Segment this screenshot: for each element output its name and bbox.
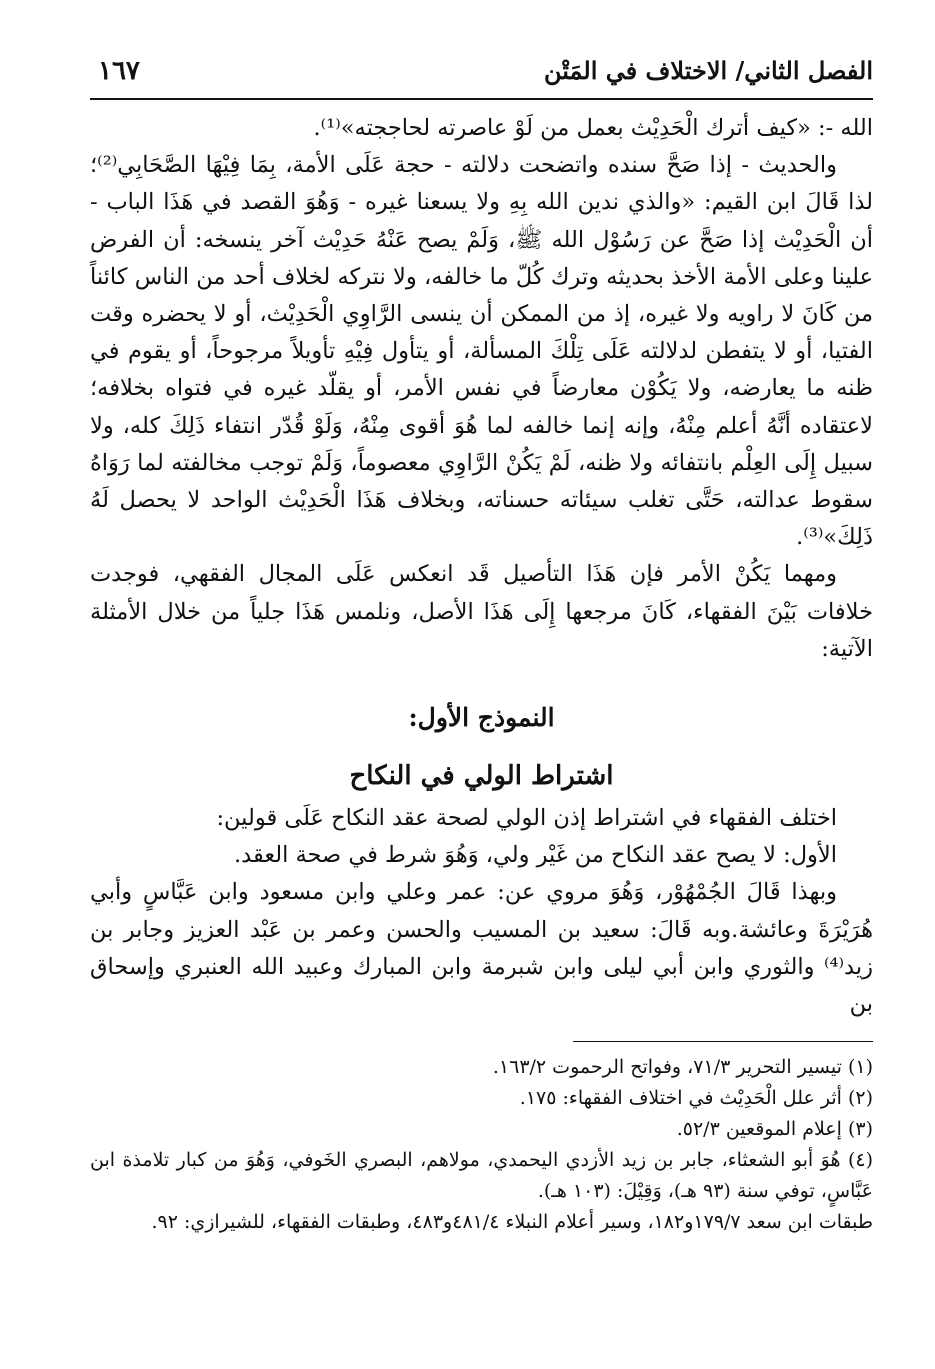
paragraph-2: والحديث - إذا صَحَّ سنده واتضحت دلالته - حجة عَلَى الأمة، بِمَا فِيْهَا الصَّحَابِي⁽²⁾؛ لذا قَالَ ابن القيم: «والذي ندين الله بِهِ ولا يسعنا غيره - وَهُوَ القصد في هَذَا الباب - أن الْحَدِيْث إذا صَحَّ عن رَسُوْل الله ﷺ، وَلَمْ يصح عَنْهُ حَدِيْث آخر ينسخه: أن الفرض علينا وعلى الأمة الأخذ بحديثه وترك كُلّ ما خالفه، ولا نتركه لخلاف أحد من الناس كائناً من كَانَ لا راويه ولا غيره، إذ من الممكن أن ينسى الرَّاوِي الْحَدِيْث، أو لا يحضره وقت الفتيا، أو لا يتفطن لدلالته عَلَى تِلْكَ المسألة، أو يتأول فِيْهِ تأويلاً مرجوحاً، أو يقوم في ظنه ما يعارضه، ولا يَكُوْن معارضاً في نفس الأمر، أو يقلّد غيره في فتواه بخلافه؛ لاعتقاده أنَّهُ أعلم مِنْهُ، وإنه إنما خالفه لما هُوَ أقوى مِنْهُ، وَلَوْ قُدّر انتفاء ذَلِكَ كله، ولا سبيل إِلَى العِلْم بانتفائه ولا ظنه، لَمْ يَكُنْ الرَّاوِي معصوماً، وَلَمْ توجب مخالفته لما رَوَاهُ سقوط عدالته، حَتَّى تغلب سيئاته حسناته، وبخلاف هَذَا الْحَدِيْث الواحد لا يحصل لَهُ ذَلِكَ»⁽³⁾.	[90, 152, 873, 551]
paragraph-6: وبهذا قَالَ الجُمْهُوْر، وَهُوَ مروي عن: عمر وعلي وابن مسعود وابن عَبَّاسٍ وأبي هُرَيْرَةَ وعائشة.وبه قَالَ: سعيد بن المسيب والحسن وعمر بن عَبْد العزيز وجابر بن زيد⁽⁴⁾ والثوري وابن أبي ليلى وابن شبرمة وابن المبارك وعبيد الله العنبري وإسحاق بن	[90, 879, 873, 1018]
footnote-1: (١) تيسير التحرير ٧١/٣، وفواتح الرحموت ١٦٣/٢.	[492, 1056, 873, 1079]
book-page	[90, 50, 873, 1349]
footnote-separator	[573, 1041, 873, 1042]
main-text	[90, 110, 873, 1023]
footnote-4-continuation: طبقات ابن سعد ١٧٩/٧و١٨٢، وسير أعلام النبلاء ٤٨١/٤و٤٨٣، وطبقات الفقهاء، للشيرازي: ٩٢.	[151, 1211, 873, 1234]
page-number: ١٦٧	[98, 56, 140, 86]
paragraph-5: الأول: لا يصح عقد النكاح من غَيْر ولي، وَهُوَ شرط في صحة العقد.	[234, 842, 837, 869]
paragraph-1: الله -: «كيف أترك الْحَدِيْث بعمل من لَوْ عاصرته لحاججته»⁽¹⁾.	[313, 115, 873, 141]
running-header	[90, 50, 873, 100]
footnote-3: (٣) إعلام الموقعين ٥٢/٣.	[676, 1118, 873, 1141]
section-title: اشتراط الولي في النكاح	[349, 761, 614, 792]
footnotes	[90, 1052, 873, 1238]
footnote-4: (٤) هُوَ أبو الشعثاء، جابر بن زيد الأزدي اليحمدي، مولاهم، البصري الخَوفي، وَهُوَ من كبار تلامذة ابن عَبَّاسٍ، توفي سنة (٩٣ هـ)، وَقِيْلَ: (١٠٣ هـ).	[90, 1149, 873, 1203]
paragraph-4: اختلف الفقهاء في اشتراط إذن الولي لصحة عقد النكاح عَلَى قولين:	[216, 805, 837, 832]
footnote-2: (٢) أثر علل الْحَدِيْث في اختلاف الفقهاء: ١٧٥.	[519, 1087, 873, 1110]
chapter-title: الفصل الثاني/ الاختلاف في المَتْن	[544, 56, 873, 85]
paragraph-3: ومهما يَكُنْ الأمر فإن هَذَا التأصيل قَد انعكس عَلَى المجال الفقهي، فوجدت خلافات بَيْنَ الفقهاء، كَانَ مرجعها إِلَى هَذَا الأصل، ونلمس هَذَا جلياً من خلال الأمثلة الآتية:	[90, 561, 873, 662]
section-heading: النموذج الأول:	[408, 703, 555, 733]
